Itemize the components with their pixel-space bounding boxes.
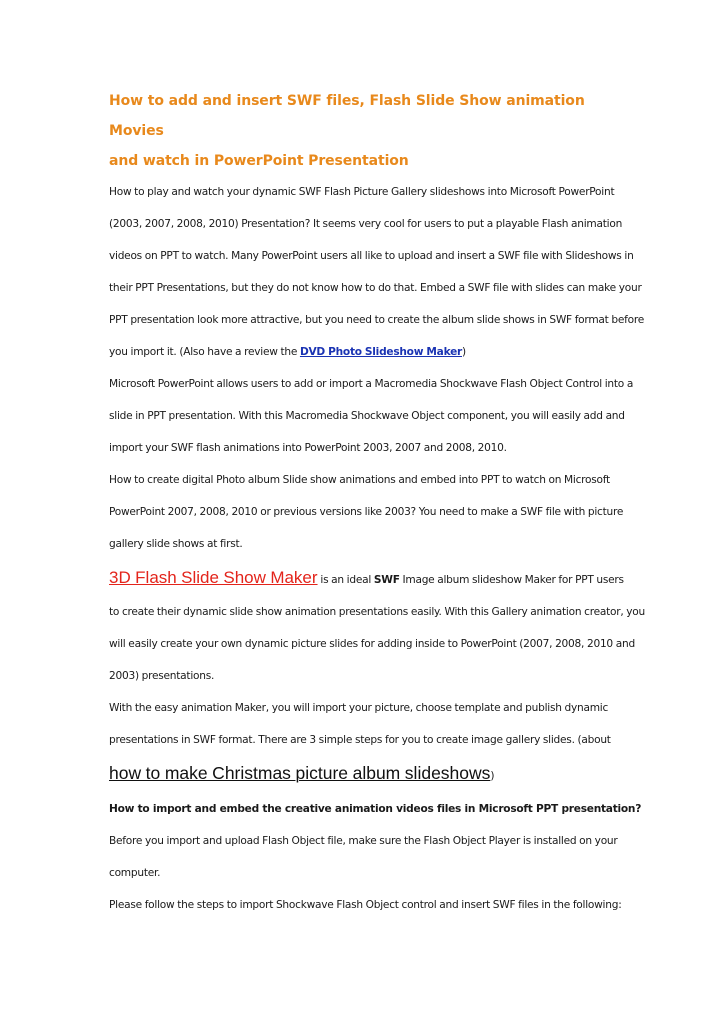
text-line: Please follow the steps to import Shockwave Flash Object control and insert SWF files in the following: xyxy=(109,899,622,911)
text-line: PowerPoint 2007, 2008, 2010 or previous versions like 2003? You need to make a SWF file with picture xyxy=(109,506,624,518)
text-line: 2003) presentations. xyxy=(109,670,215,682)
section-heading-import: How to import and embed the creative animation videos files in Microsoft PPT presentation? xyxy=(109,803,642,815)
title-line: and watch in PowerPoint Presentation xyxy=(109,153,409,169)
document-title xyxy=(109,86,625,176)
text-fragment-bold: SWF xyxy=(373,574,400,586)
text-line: presentations in SWF format. There are 3 simple steps for you to create image gallery slides. (about xyxy=(109,734,611,746)
christmas-slideshows-link[interactable]: how to make Christmas picture album slideshows xyxy=(109,763,491,783)
title-line: How to add and insert SWF files, Flash Slide Show animation Movies xyxy=(109,93,585,139)
paragraph-powerpoint-control xyxy=(109,368,634,464)
document-page xyxy=(109,86,645,921)
text-line: import your SWF flash animations into PowerPoint 2003, 2007 and 2008, 2010. xyxy=(109,442,507,454)
text-line: computer. xyxy=(109,867,161,879)
text-line: slide in PPT presentation. With this Macromedia Shockwave Object component, you will easily add and xyxy=(109,410,625,422)
paragraph-how-to-create xyxy=(109,464,625,560)
3d-flash-slide-show-maker-link[interactable]: 3D Flash Slide Show Maker xyxy=(109,568,318,587)
text-line: Before you import and upload Flash Object file, make sure the Flash Object Player is installed on your xyxy=(109,835,618,847)
text-line: How to play and watch your dynamic SWF Flash Picture Gallery slideshows into Microsoft PowerPoint xyxy=(109,186,615,198)
paragraph-intro xyxy=(109,176,644,368)
text-fragment: you import it. (Also have a review the xyxy=(109,346,300,358)
text-fragment: Image album slideshow Maker for PPT users xyxy=(399,574,624,586)
text-line: (2003, 2007, 2008, 2010) Presentation? It seems very cool for users to put a playable Flash animation xyxy=(109,218,623,230)
text-line: PPT presentation look more attractive, but you need to create the album slide shows in SWF format before xyxy=(109,314,644,326)
text-line: to create their dynamic slide show animation presentations easily. With this Gallery animation creator, you xyxy=(109,606,645,618)
text-line: videos on PPT to watch. Many PowerPoint users all like to upload and insert a SWF file with Slideshows in xyxy=(109,250,634,262)
paragraph-before-import xyxy=(109,825,625,889)
text-line xyxy=(109,756,625,793)
text-line: will easily create your own dynamic picture slides for adding inside to PowerPoint (2007, 2008, 2010 and xyxy=(109,638,635,650)
dvd-photo-slideshow-maker-link[interactable]: DVD Photo Slideshow Maker xyxy=(299,346,462,358)
text-line: How to create digital Photo album Slide show animations and embed into PPT to watch on Microsoft xyxy=(109,474,610,486)
text-fragment: ) xyxy=(462,346,466,358)
paragraph-follow-steps xyxy=(109,889,625,921)
text-line xyxy=(109,336,625,368)
text-fragment: ) xyxy=(490,770,495,782)
text-fragment: is an ideal xyxy=(317,574,374,586)
text-line: With the easy animation Maker, you will import your picture, choose template and publish dynamic xyxy=(109,702,609,714)
paragraph-animation-maker xyxy=(109,692,625,793)
text-line: their PPT Presentations, but they do not know how to do that. Embed a SWF file with slides can make your xyxy=(109,282,642,294)
text-line: Microsoft PowerPoint allows users to add or import a Macromedia Shockwave Flash Object Control into a xyxy=(109,378,634,390)
text-line: gallery slide shows at first. xyxy=(109,538,243,550)
paragraph-3d-flash-maker xyxy=(109,562,645,692)
text-line xyxy=(109,562,625,596)
